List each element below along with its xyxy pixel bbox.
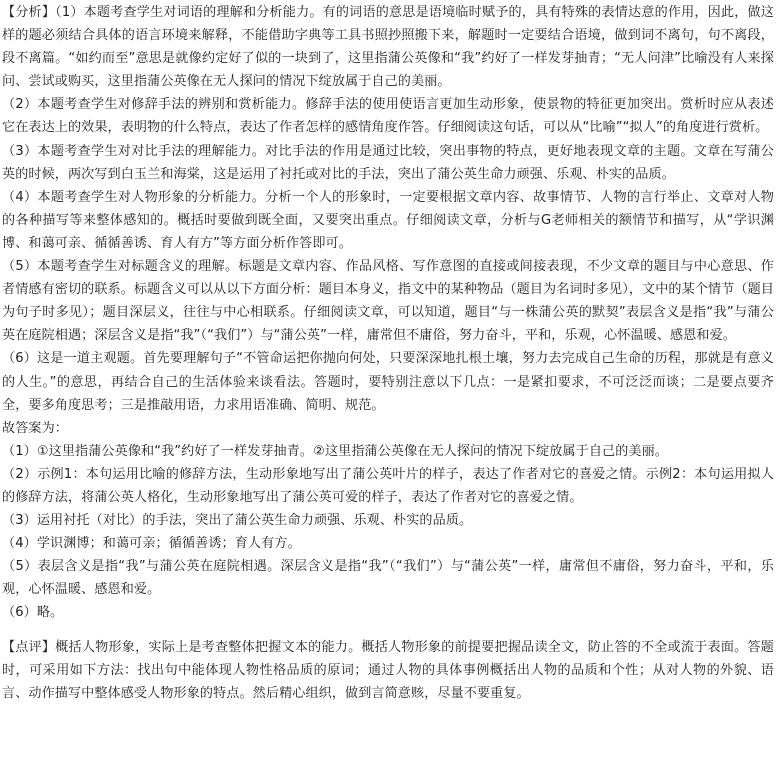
answer-2: （2）示例1：本句运用比喻的修辞方法，生动形象地写出了蒲公英叶片的样子，表达了作者对它的喜爱之情。示例2：本句运用拟人的修辞方法，将蒲公英人格化，生动形象地写出了蒲公英可爱的样子，表达了作者对它的喜爱之情。 bbox=[2, 466, 774, 505]
answer-3: （3）运用衬托（对比）的手法，突出了蒲公英生命力顽强、乐观、朴实的品质。 bbox=[2, 513, 473, 529]
analysis-paragraph-2: （2）本题考查学生对修辞手法的辨别和赏析能力。修辞手法的使用使语言更加生动形象，使景物的特征更加突出。赏析时应从表述它在表达上的效果，表明物的什么特点，表达了作者怎样的感情角度作答。仔细阅读这句话，可以从“比喻”“拟人”的角度进行赏析。 bbox=[2, 97, 774, 136]
analysis-paragraph-5: （5）本题考查学生对标题含义的理解。标题是文章内容、作品风格、写作意图的直接或间接表现，不少文章的题目与中心意思、作者情感有密切的联系。标题含义可以从以下方面分析：题目本身义，指文中的某种物品（题目为名词时多见），文中的某个情节（题目为句子时多见）；题目深层义，往往与中心相联系。仔细阅读文章，可以知道，题目“与一株蒲公英的默契”表层含义是指“我”与蒲公英在庭院相遇；深层含义是指“我”（“我们”）与“蒲公英”一样，庸常但不庸俗，努力奋斗，平和，乐观，心怀温暖、感恩和爱。 bbox=[2, 259, 774, 344]
answer-5: （5）表层含义是指“我”与蒲公英在庭院相遇。深层含义是指“我”（“我们”）与“蒲公英”一样，庸常但不庸俗，努力奋斗，平和，乐观，心怀温暖、感恩和爱。 bbox=[2, 559, 774, 598]
analysis-section bbox=[2, 0, 774, 417]
analysis-paragraph-4: （4）本题考查学生对人物形象的分析能力。分析一个人的形象时，一定要根据文章内容、故事情节、人物的言行举止、文章对人物的各种描写等来整体感知的。概括时要做到既全面，又要突出重点。仔细阅读文章，分析与G老师相关的额情节和描写，从“学识渊博、和蔼可亲、循循善诱、育人有方”等方面分析作答即可。 bbox=[2, 189, 774, 251]
comment-section bbox=[2, 636, 774, 705]
answer-1: （1）①这里指蒲公英像和“我”约好了一样发芽抽青。②这里指蒲公英像在无人探问的情况下绽放属于自己的美丽。 bbox=[2, 443, 668, 459]
comment-text: 【点评】概括人物形象，实际上是考查整体把握文本的能力。概括人物形象的前提要把握品读全文，防止答的不全或流于表面。答题时，可采用如下方法：找出句中能体现人物性格品质的原词；通过人物的具体事例概括出人物的品质和个性；从对人物的外貌、语言、动作描写中整体感受人物形象的特点。然后精心组织，做到言简意赅，尽量不要重复。 bbox=[2, 639, 774, 701]
analysis-paragraph-6: （6）这是一道主观题。首先要理解句子“不管命运把你抛向何处，只要深深地扎根土壤，努力去完成自己生命的历程，那就是有意义的人生。”的意思，再结合自己的生活体验来谈看法。答题时，要特别注意以下几点：一是紧扣要求，不可泛泛而谈；二是要点要齐全，要多角度思考；三是推敲用语，力求用语准确、简明、规范。 bbox=[2, 351, 774, 413]
answers-section bbox=[2, 417, 774, 625]
analysis-paragraph-1: 【分析】（1）本题考查学生对词语的理解和分析能力。有的词语的意思是语境临时赋予的，具有特殊的表情达意的作用，因此，做这样的题必须结合具体的语言环境来解释，不能借助字典等工具书照抄照搬下来，解题时一定要结合语境，做到词不离句，句不离段，段不离篇。“如约而至”意思是就像约定好了似的一块到了，这里指蒲公英像和“我”约好了一样发芽抽青；“无人问津”比喻没有人来探问、尝试或购买，这里指蒲公英像在无人探问的情况下绽放属于自己的美丽。 bbox=[2, 5, 774, 90]
answer-4: （4）学识渊博；和蔼可亲；循循善诱；育人有方。 bbox=[2, 536, 301, 552]
answers-heading: 故答案为： bbox=[2, 420, 68, 436]
answer-6: （6）略。 bbox=[2, 605, 64, 621]
analysis-paragraph-3: （3）本题考查学生对对比手法的理解能力。对比手法的作用是通过比较，突出事物的特点，更好地表现文章的主题。文章在写蒲公英的时候，两次写到白玉兰和海棠，这是运用了衬托或对比的手法，突出了蒲公英生命力顽强、乐观、朴实的品质。 bbox=[2, 143, 774, 182]
